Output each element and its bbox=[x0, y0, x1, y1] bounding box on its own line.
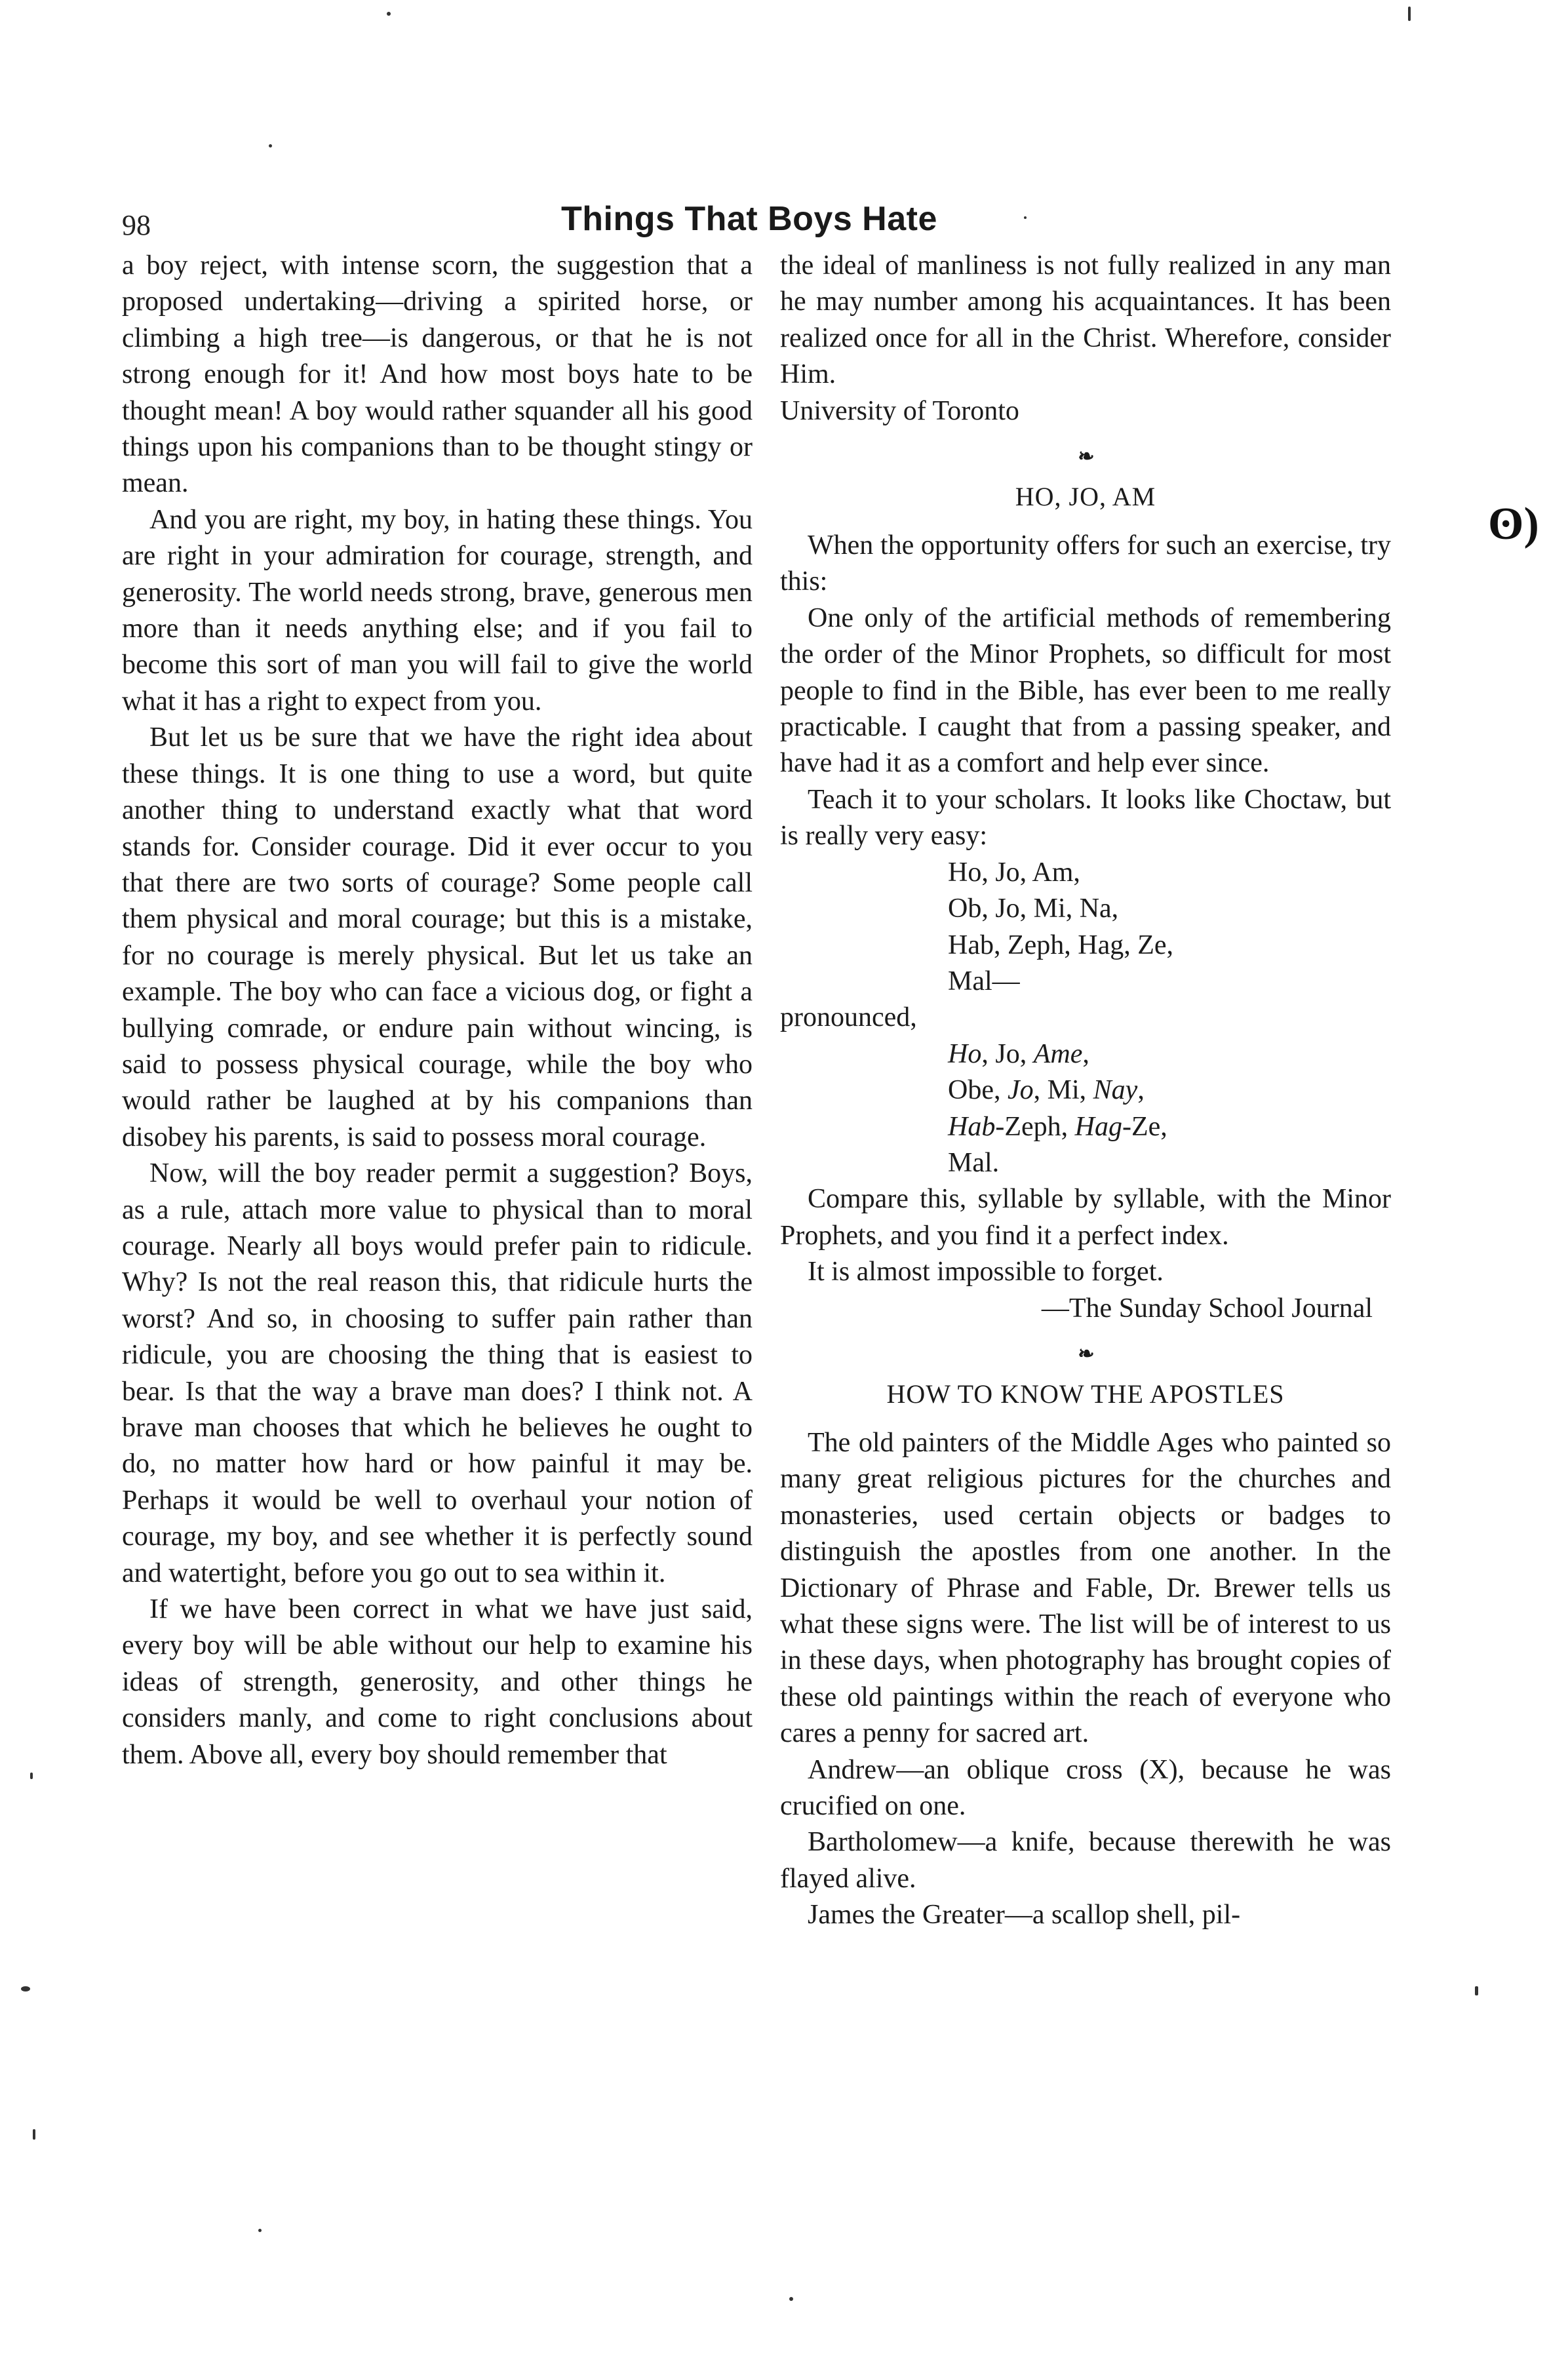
ho-jo-am-paragraph-3: Teach it to your scholars. It looks like Choctaw, but is really very easy: bbox=[780, 784, 1391, 852]
left-paragraph-4: Now, will the boy reader permit a suggestion? Boys, as a rule, attach more value to physical than to moral courage. Nearly all boys would prefer pain to ridicule. Why? Is not the real reason this, that ridicule hurts the worst? And so, in choosing to suffer pain rather than ridicule, you are choosing the thing that is easiest to bear. Is that the way a brave man does? I think not. A brave man chooses that which he believes he ought to do, no matter how hard or how painful it may be. Perhaps it would be well to overhaul your notion of courage, my boy, and see whether it is perfectly sound and watertight, before you go out to sea within it. bbox=[122, 1158, 753, 1588]
pronunciation-verse bbox=[780, 1036, 1391, 1182]
ho-jo-am-paragraph-4: Compare this, syllable by syllable, with the Minor Prophets, and you find it a perfect index. bbox=[780, 1184, 1391, 1251]
pronounced-label: pronounced, bbox=[780, 1002, 917, 1033]
ornament-divider: ❧ bbox=[1078, 446, 1093, 468]
plain-syllable: -Zeph, bbox=[995, 1111, 1075, 1142]
plain-syllable: -Ze, bbox=[1122, 1111, 1167, 1142]
scan-speck bbox=[269, 144, 272, 147]
plain-syllable: , Mi, bbox=[1033, 1075, 1093, 1106]
section-heading-ho-jo-am: HO, JO, AM bbox=[1015, 482, 1156, 512]
scan-speck bbox=[30, 1773, 33, 1779]
italic-syllable: Hab bbox=[948, 1111, 996, 1142]
right-paragraph-1: the ideal of manliness is not fully realized in any man he may number among his acquaintances. It has been realized once for all in the Christ. Wherefore, consider Him. bbox=[780, 250, 1391, 390]
pronunciation-line-3 bbox=[948, 1109, 1391, 1145]
plain-syllable: Obe, bbox=[948, 1075, 1008, 1106]
right-column bbox=[780, 248, 1391, 1934]
section-heading-apostles: HOW TO KNOW THE APOSTLES bbox=[886, 1379, 1285, 1409]
running-head-title: Things That Boys Hate bbox=[561, 200, 937, 238]
italic-syllable: Hag bbox=[1074, 1111, 1122, 1142]
scan-speck bbox=[21, 1986, 30, 1991]
ho-jo-am-paragraph-1: When the opportunity offers for such an exercise, try this: bbox=[780, 530, 1391, 597]
left-paragraph-3: But let us be sure that we have the right idea about these things. It is one thing to use a word, but quite another thing to understand exactly what that word stands for. Consider courage. Did it ever occur to you that there are two sorts of courage? Some people call them physical and moral courage; but this is a mistake, for no courage is merely physical. But let us take an example. The boy who can face a vicious dog, or fight a bullying comrade, or endure pain without wincing, is said to possess physical courage, while the boy who would rather be laughed at by his companions than disobey his parents, is said to possess moral courage. bbox=[122, 722, 753, 1152]
apostles-paragraph-3: Bartholomew—a knife, because therewith he was flayed alive. bbox=[780, 1827, 1391, 1894]
plain-syllable: , Jo, bbox=[981, 1038, 1034, 1069]
left-paragraph-2: And you are right, my boy, in hating these things. You are right in your admiration for courage, strength, and generosity. The world needs strong, brave, generous men more than it needs anything else; and if you fail to become this sort of man you will fail to give the world what it has a right to expect from you. bbox=[122, 504, 753, 716]
ho-jo-am-paragraph-2: One only of the artificial methods of remembering the order of the Minor Prophets, so difficult for most people to find in the Bible, has ever been to me really practicable. I caught that from a passing speaker, and have had it as a comfort and help ever since. bbox=[780, 602, 1391, 779]
left-paragraph-5: If we have been correct in what we have just said, every boy will be able without our help to examine his ideas of strength, generosity, and other things he considers manly, and come to right conclusions about them. Above all, every boy should remember that bbox=[122, 1594, 753, 1770]
pronunciation-line-2 bbox=[948, 1072, 1391, 1108]
verse-line: Mal— bbox=[948, 966, 1020, 996]
verse-line: Ob, Jo, Mi, Na, bbox=[948, 893, 1119, 924]
scan-speck bbox=[789, 2297, 793, 2301]
mnemonic-verse bbox=[780, 855, 1391, 1000]
source-attribution: —The Sunday School Journal bbox=[1041, 1293, 1373, 1324]
margin-mark: ʘ) bbox=[1488, 499, 1539, 549]
page-number: 98 bbox=[122, 209, 151, 241]
verse-line: Ho, Jo, Am, bbox=[948, 857, 1080, 888]
scan-speck bbox=[258, 2229, 262, 2232]
ornament-divider: ❧ bbox=[1078, 1343, 1093, 1365]
left-paragraph-1: a boy reject, with intense scorn, the suggestion that a proposed undertaking—driving a spirited horse, or climbing a high tree—is dangerous, or that he is not strong enough for it! And how most boys hate to be thought mean! A boy would rather squander all his good things upon his companions than to be thought stingy or mean. bbox=[122, 250, 753, 499]
scan-speck bbox=[387, 12, 391, 16]
plain-syllable: , bbox=[1137, 1075, 1145, 1106]
apostles-paragraph-4: James the Greater—a scallop shell, pil- bbox=[808, 1900, 1241, 1931]
pronunciation-line-4: Mal. bbox=[948, 1147, 1000, 1178]
affiliation: University of Toronto bbox=[780, 395, 1019, 426]
italic-syllable: Ame bbox=[1033, 1038, 1083, 1069]
ho-jo-am-paragraph-5: It is almost impossible to forget. bbox=[808, 1257, 1164, 1287]
plain-syllable: , bbox=[1082, 1038, 1089, 1069]
apostles-paragraph-2: Andrew—an oblique cross (X), because he was crucified on one. bbox=[780, 1754, 1391, 1822]
verse-line: Hab, Zeph, Hag, Ze, bbox=[948, 930, 1174, 960]
italic-syllable: Jo bbox=[1007, 1075, 1034, 1106]
left-column bbox=[122, 248, 753, 1773]
scan-speck bbox=[1408, 7, 1411, 21]
apostles-paragraph-1: The old painters of the Middle Ages who painted so many great religious pictures for the churches and monasteries, used certain objects or badges to distinguish the apostles from one another. In the Dictionary of Phrase and Fable, Dr. Brewer tells us what these signs were. The list will be of interest to us in these days, when photography has brought copies of these old paintings within the reach of everyone who cares a penny for sacred art. bbox=[780, 1427, 1391, 1749]
italic-syllable: Ho bbox=[948, 1038, 982, 1069]
scan-speck bbox=[1475, 1986, 1478, 1995]
pronunciation-line-1 bbox=[948, 1036, 1391, 1072]
italic-syllable: Nay bbox=[1093, 1075, 1138, 1106]
scan-speck bbox=[33, 2129, 35, 2140]
scan-speck bbox=[1024, 216, 1027, 219]
